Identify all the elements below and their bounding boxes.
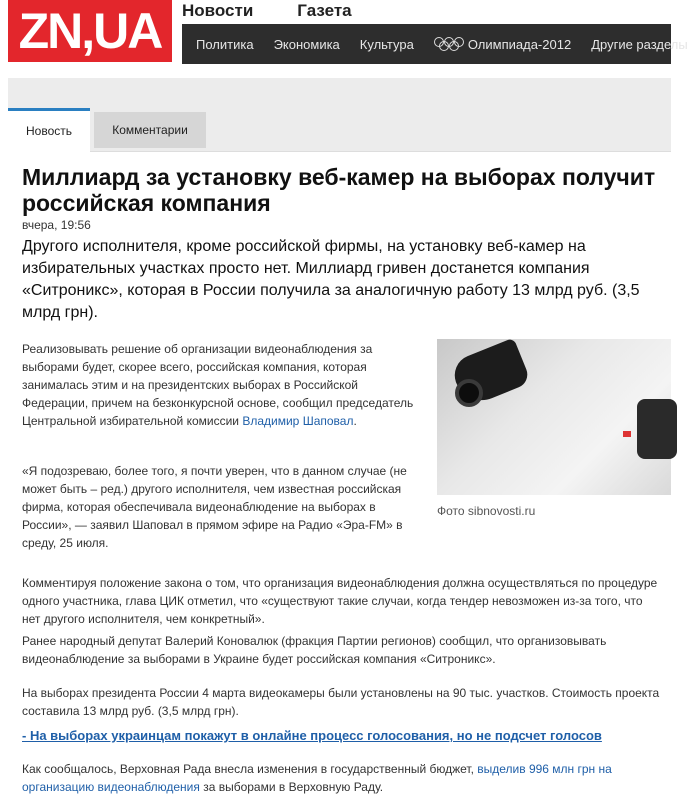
paragraph-1-text: Реализовывать решение об организации видеонаблюдения за выборами будет, скорее всего, российская компания, которая занималась этим и на президентских выборах в Российской Федерации, причем на безконкурсной основе, сообщил председатель Центральной избирательной комиссии bbox=[22, 342, 414, 428]
nav-olympics[interactable] bbox=[434, 37, 571, 52]
top-tab-newspaper[interactable]: Газета bbox=[297, 1, 352, 20]
top-tab-news[interactable]: Новости bbox=[182, 1, 254, 20]
paragraph-6 bbox=[22, 760, 662, 796]
paragraph-2: «Я подозреваю, более того, я почти уверен, что в данном случае (не может быть – ред.) другого исполнителя, чем известная российская фирма, которая обеспечивала видеонаблюдение на выборах в России», — заявил Шаповал в прямом эфире на Радио «Эра-FM» в среду, 25 июля. bbox=[22, 464, 407, 550]
related-article-link[interactable]: - На выборах украинцам покажут в онлайне процесс голосования, но не подсчет голосов bbox=[22, 728, 602, 743]
photo-caption: Фото sibnovosti.ru bbox=[437, 504, 536, 518]
nav-politics[interactable]: Политика bbox=[196, 36, 254, 52]
nav-other-sections[interactable]: Другие разделы bbox=[591, 36, 688, 52]
camera-led bbox=[623, 431, 631, 437]
paragraph-6-end: за выборами в Верховную Раду. bbox=[203, 780, 384, 794]
olympic-rings-icon bbox=[434, 37, 464, 51]
article-lead: Другого исполнителя, кроме российской фирмы, на установку веб-камер на избирательных участках просто нет. Миллиард гривен достанется компания «Ситроникс», которая в России получила за аналогичную работу 13 млрд руб. (3,5 млрд грн). bbox=[22, 238, 640, 321]
nav-olympics-label: Олимпиада-2012 bbox=[467, 36, 572, 52]
paragraph-1 bbox=[22, 340, 418, 430]
nav-economy[interactable]: Экономика bbox=[273, 36, 340, 52]
nav-culture[interactable]: Культура bbox=[359, 36, 414, 52]
camera-secondary bbox=[637, 399, 677, 459]
paragraph-4: Ранее народный депутат Валерий Коновалюк (фракция Партии регионов) сообщил, что организовывать видеонаблюдение за выборами в Украине будет российская компания «Ситроникс». bbox=[22, 634, 607, 666]
paragraph-6-text: Как сообщалось, Верховная Рада внесла изменения в государственный бюджет, bbox=[22, 762, 474, 776]
article-date: вчера, 19:56 bbox=[22, 218, 91, 232]
author-link[interactable]: Владимир Шаповал bbox=[242, 414, 354, 428]
header-band bbox=[8, 78, 671, 108]
tab-news[interactable]: Новость bbox=[8, 108, 90, 153]
section-nav bbox=[182, 24, 688, 64]
tab-comments[interactable]: Комментарии bbox=[94, 112, 206, 148]
paragraph-1-end: . bbox=[353, 414, 357, 428]
article-photo bbox=[437, 339, 671, 495]
camera-lens bbox=[455, 379, 483, 407]
paragraph-3: Комментируя положение закона о том, что организация видеонаблюдения должна осуществляться по процедуре одного участника, глава ЦИК отметил, что «существуют такие случаи, когда тендер невозможен из-за того, что нет другого исполнителя, чем конкретный». bbox=[22, 576, 658, 626]
budget-link[interactable]: выделив 996 млн грн на организацию видеонаблюдения bbox=[22, 762, 612, 794]
article-title: Миллиард за установку веб-камер на выборах получит российская компания bbox=[22, 164, 656, 216]
site-logo[interactable]: ZN,UA bbox=[8, 0, 172, 62]
paragraph-5: На выборах президента России 4 марта видеокамеры были установлены на 90 тыс. участков. Стоимость проекта составила 13 млрд руб. (3,5 млрд грн). bbox=[22, 686, 660, 718]
top-tabs bbox=[182, 0, 396, 24]
